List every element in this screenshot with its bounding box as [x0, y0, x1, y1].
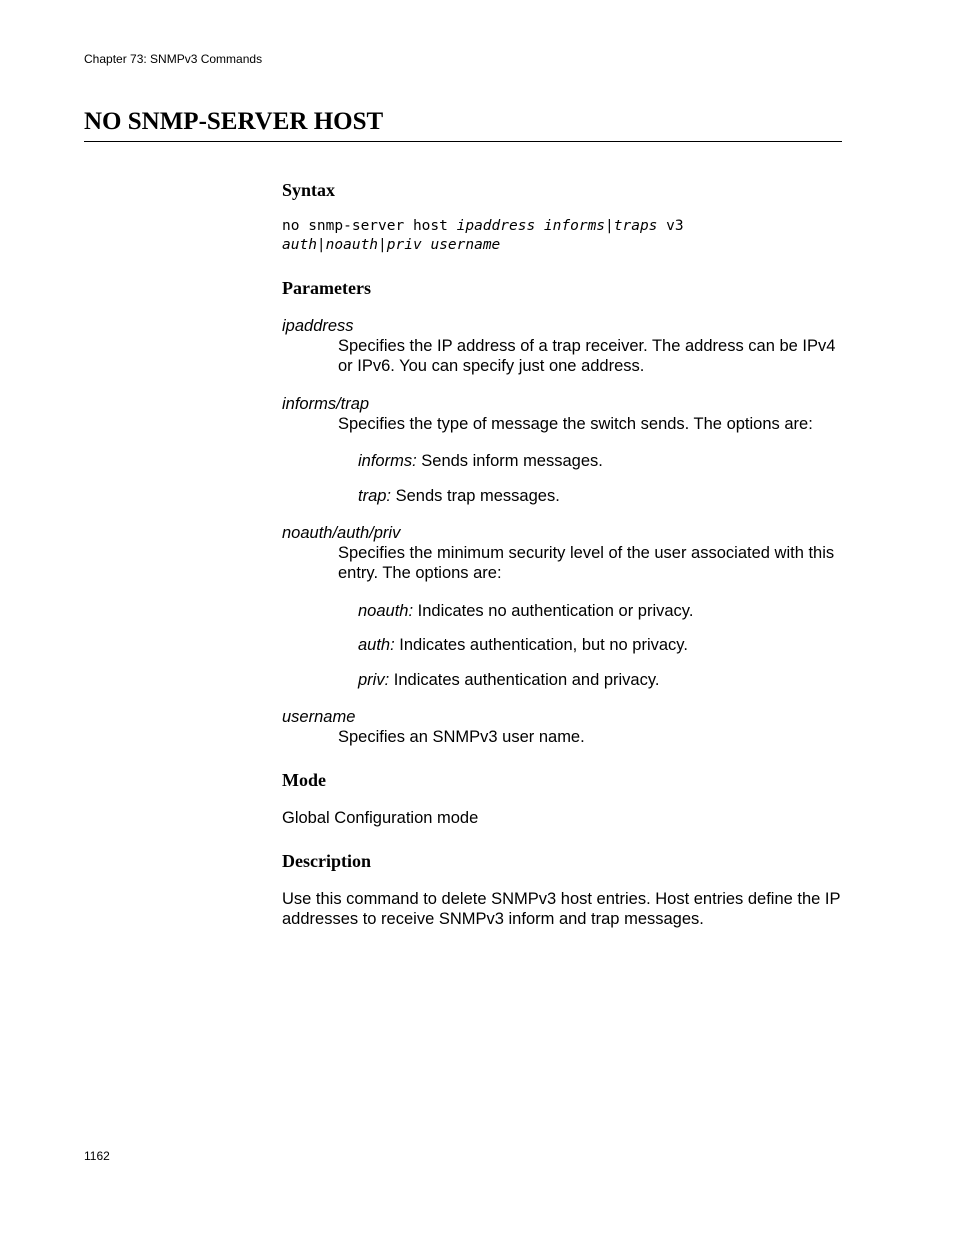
option-informs [358, 451, 603, 471]
mode-text: Global Configuration mode [282, 809, 479, 827]
syntax-bar: | [316, 237, 326, 253]
description-heading: Description [282, 851, 371, 871]
option-term: auth: [358, 636, 395, 654]
option-text: Indicates authentication and privacy. [389, 671, 660, 689]
syntax-command: no snmp-server host [282, 218, 457, 234]
param-security-name: noauth/auth/priv [282, 524, 401, 542]
description-text: Use this command to delete SNMPv3 host entries. Host entries define the IP addresses to receive SNMPv3 inform and trap messages. [282, 890, 841, 928]
option-trap [358, 486, 560, 506]
option-text: Indicates authentication, but no privacy. [394, 636, 688, 654]
param-security-desc: Specifies the minimum security level of the user associated with this entry. The options are: [338, 544, 835, 582]
option-term: informs: [358, 452, 417, 470]
param-username-desc: Specifies an SNMPv3 user name. [338, 728, 585, 746]
param-ipaddress-name: ipaddress [282, 317, 354, 335]
option-text: Indicates no authentication or privacy. [413, 602, 694, 620]
syntax-bar: | [378, 237, 387, 253]
option-term: trap: [358, 487, 392, 505]
syntax-arg-informs: informs [543, 218, 606, 234]
option-priv [358, 670, 659, 690]
syntax-line-1 [282, 217, 684, 236]
param-informs-trap-desc: Specifies the type of message the switch sends. The options are: [338, 415, 813, 433]
syntax-space [535, 218, 544, 234]
syntax-arg-username: username [430, 237, 501, 253]
syntax-arg-noauth: noauth [325, 237, 379, 253]
option-text: Sends inform messages. [416, 452, 603, 470]
running-head: Chapter 73: SNMPv3 Commands [84, 52, 263, 66]
param-ipaddress-desc: Specifies the IP address of a trap receiver. The address can be IPv4 or IPv6. You can specify just one address. [338, 337, 836, 375]
option-text: Sends trap messages. [391, 487, 560, 505]
syntax-v3: v3 [657, 218, 684, 234]
param-informs-trap-name: informs/trap [282, 395, 370, 413]
syntax-arg-auth: auth [282, 237, 317, 253]
syntax-line-2 [282, 236, 500, 255]
parameters-heading: Parameters [282, 278, 371, 298]
param-username-name: username [282, 708, 356, 726]
syntax-heading: Syntax [282, 180, 336, 200]
option-term: noauth: [358, 602, 414, 620]
option-auth [358, 635, 688, 655]
syntax-arg-ipaddress: ipaddress [456, 218, 536, 234]
mode-heading: Mode [282, 770, 326, 790]
option-noauth [358, 601, 693, 621]
page-number: 1162 [84, 1149, 110, 1163]
syntax-arg-priv: priv [386, 237, 422, 253]
syntax-bar: | [605, 218, 614, 234]
syntax-arg-traps: traps [613, 218, 658, 234]
page-title: NO SNMP-SERVER HOST [84, 106, 842, 142]
option-term: priv: [358, 671, 390, 689]
